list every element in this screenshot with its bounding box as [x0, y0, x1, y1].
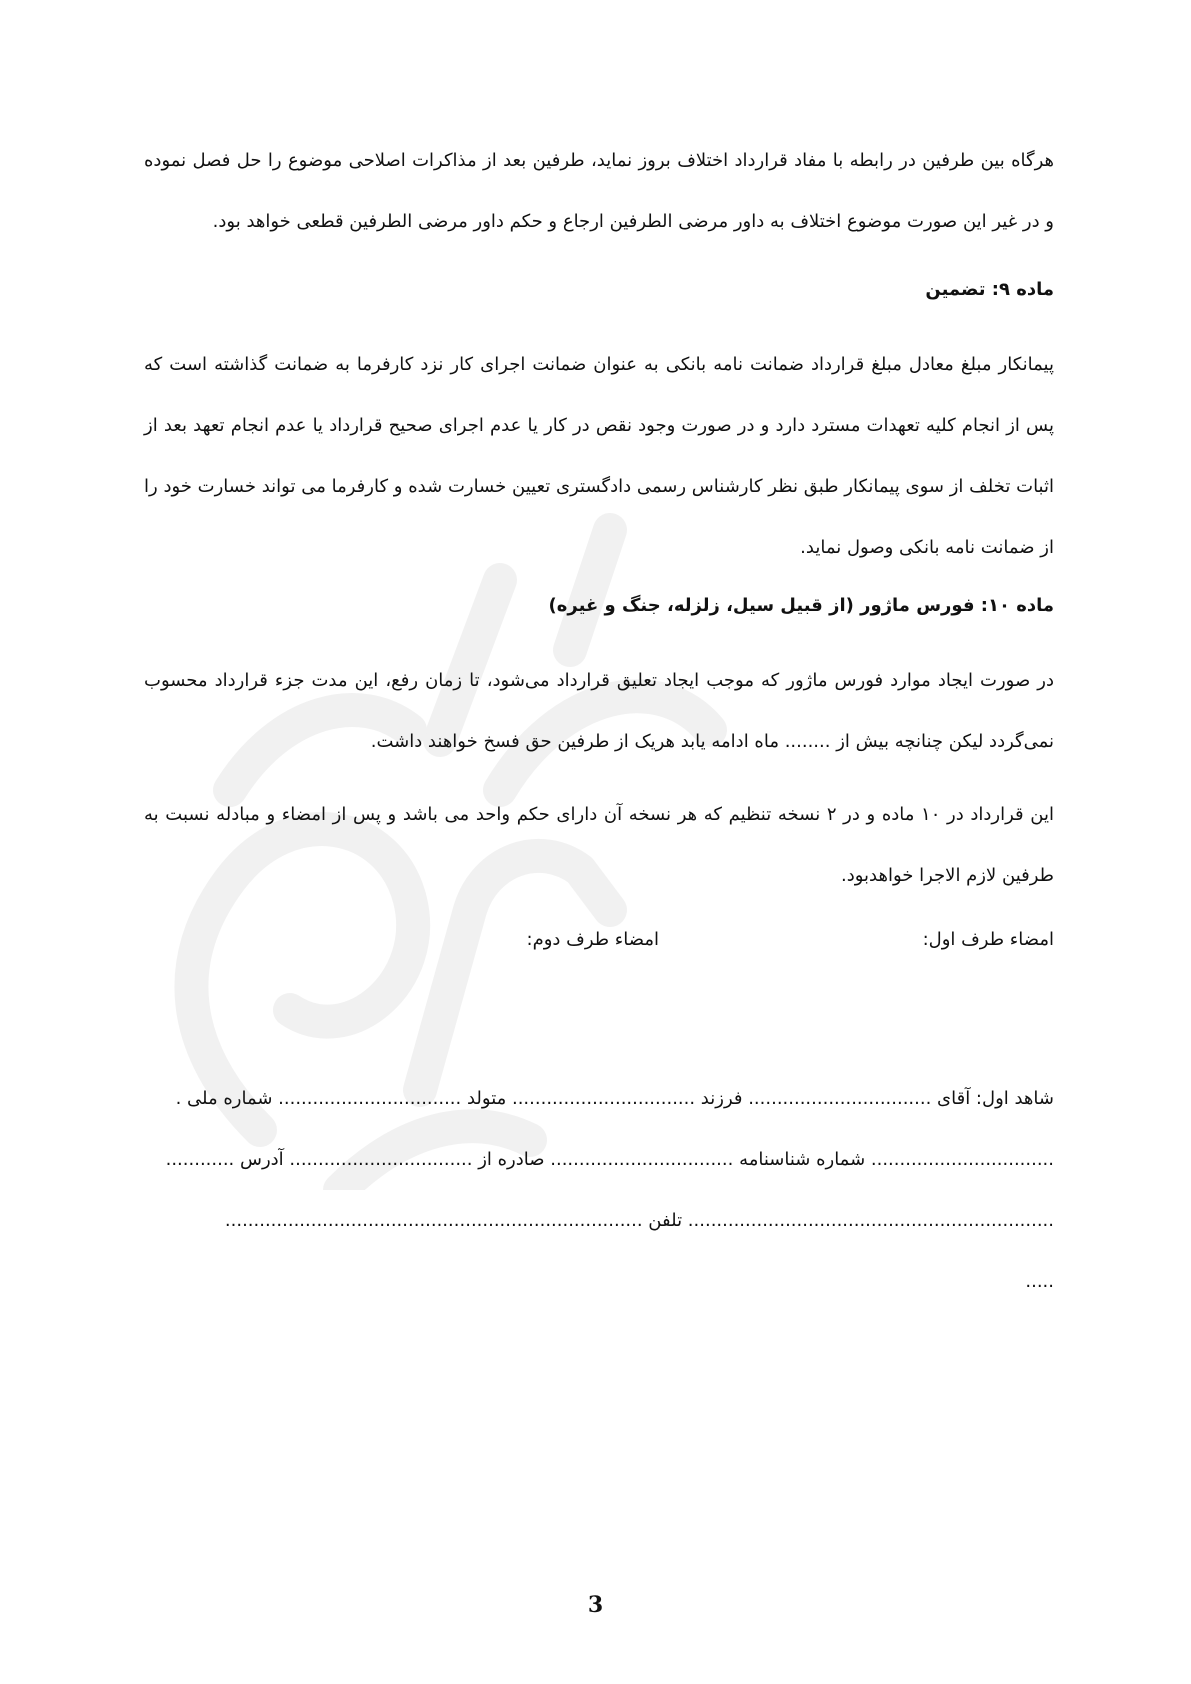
- intro-paragraph: هرگاه بین طرفین در رابطه با مفاد قرارداد اختلاف بروز نماید، طرفین بعد از مذاکرات اصلاحی موضوع را حل فصل نموده و در غیر این صورت موضوع اختلاف به داور مرضی الطرفین ارجاع و حکم داور مرضی الطرفین قطعی خواهد بود.: [144, 150, 1054, 232]
- article-10-heading: ماده ۱۰: فورس ماژور (از قبیل سیل، زلزله، جنگ و غیره): [548, 595, 1054, 616]
- signature-party-one: امضاء طرف اول:: [922, 929, 1054, 950]
- article-9-body: پیمانکار مبلغ معادل مبلغ قرارداد ضمانت نامه بانکی به عنوان ضمانت اجرای کار نزد کارفرما به ضمانت گذاشته است که پس از انجام کلیه تعهدات مسترد دارد و در صورت وجود نقص در کار یا عدم اجرای صحیح قرارداد یا عدم انجام تعهد بعد از اثبات تخلف از سوی پیمانکار طبق نظر کارشناس رسمی دادگستری تعیین خسارت شده و کارفرما می تواند خسارت خود را از ضمانت نامه بانکی وصول نماید.: [144, 354, 1054, 558]
- witness-line-1: شاهد اول: آقای ................................ فرزند ................................ متولد ................................ شماره ملی .: [175, 1088, 1054, 1109]
- witness-section: [144, 1068, 1054, 1312]
- article-10-body: در صورت ایجاد موارد فورس ماژور که موجب ایجاد تعلیق قرارداد می‌شود، تا زمان رفع، این مدت جزء قرارداد محسوب نمی‌گردد لیکن چنانچه بیش از ........ ماه ادامه یابد هریک از طرفین حق فسخ خواهند داشت.: [144, 670, 1054, 752]
- witness-line-2: ................................ شماره شناسنامه ................................ صادره از ................................ آدرس ............: [165, 1149, 1054, 1170]
- closing-paragraph: این قرارداد در ۱۰ ماده و در ۲ نسخه تنظیم که هر نسخه آن دارای حکم واحد می باشد و پس از امضاء و مبادله نسبت به طرفین لازم الاجرا خواهدبود.: [144, 804, 1054, 886]
- document-body: [144, 130, 1054, 1312]
- signature-party-two: امضاء طرف دوم:: [526, 929, 659, 950]
- witness-line-4: .....: [1025, 1271, 1054, 1292]
- article-9-heading: ماده ۹: تضمین: [925, 279, 1054, 300]
- page-number: 3: [587, 1592, 604, 1618]
- signature-row: [144, 920, 1054, 960]
- witness-line-3: ................................................................ تلفن .........................................................................: [224, 1210, 1054, 1231]
